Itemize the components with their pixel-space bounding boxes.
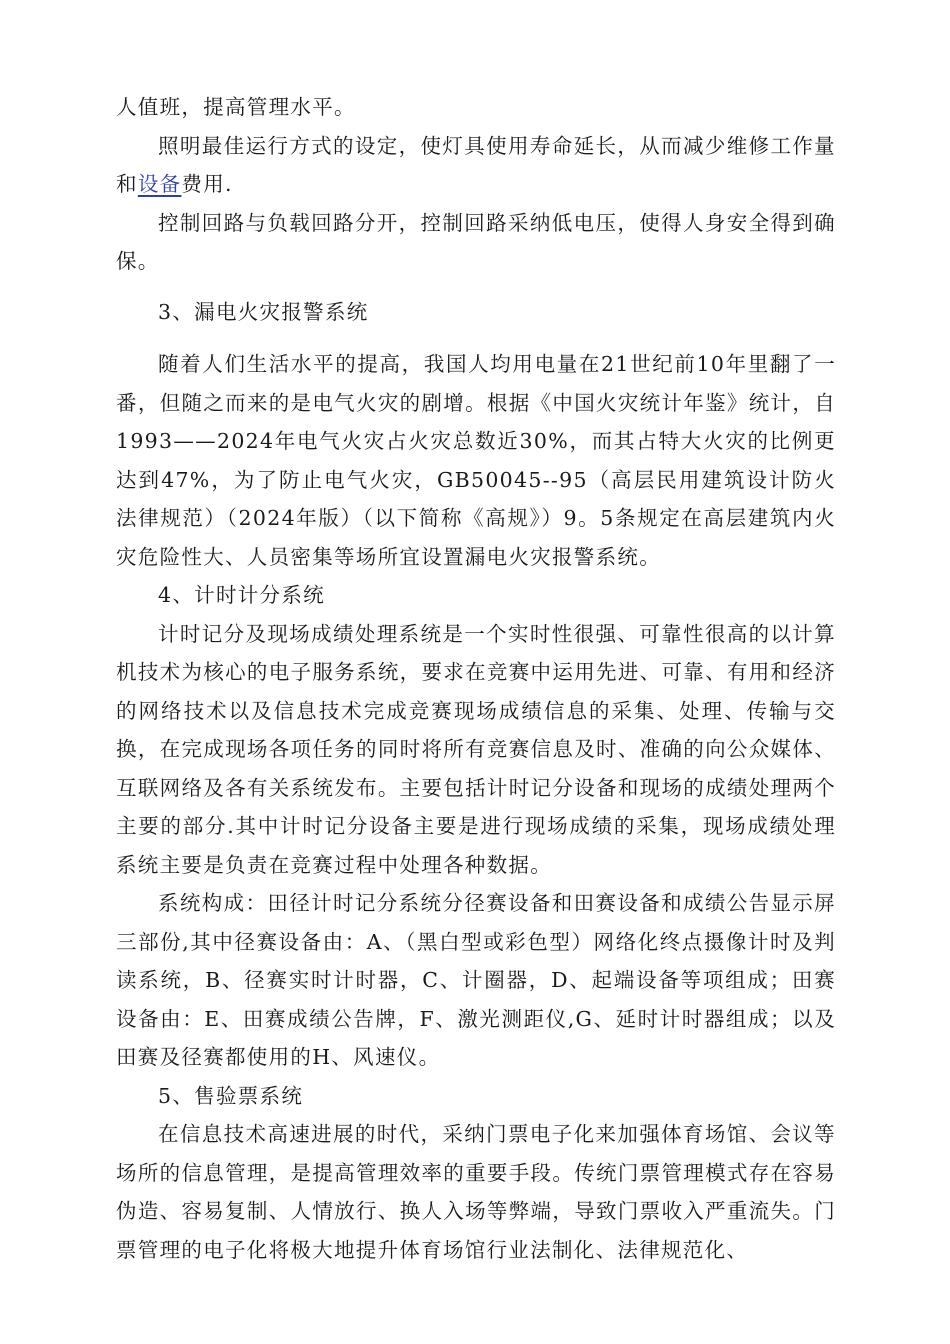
paragraph-continuation: 人值班，提高管理水平。: [116, 95, 356, 119]
document-page: [116, 88, 836, 1269]
paragraph-system-composition: 系统构成：田径计时记分系统分径赛设备和田赛设备和成绩公告显示屏三部份,其中径赛设备由：A、（黑白型或彩色型）网络化终点摄像计时及判读系统，B、径赛实时计时器，C、计圈器，D、起端设备等项组成；田赛设备由：E、田赛成绩公告牌，F、激光测距仪,G、延时计时器组成；以及田赛及径赛都使用的H、风速仪。: [116, 891, 836, 1069]
section-heading-ticketing: 5、售验票系统: [158, 1083, 304, 1108]
paragraph-tail: 费用.: [181, 172, 233, 196]
section-heading-leakage-alarm: 3、漏电火灾报警系统: [158, 299, 369, 324]
equipment-link[interactable]: 设备: [137, 172, 182, 196]
paragraph-text: 照明最佳运行方式的设定，使灯具使用寿命延长，从而减少维修工作量和: [116, 133, 836, 196]
section-heading-timing-scoring: 4、计时计分系统: [158, 583, 325, 607]
paragraph-electric-fire: 随着人们生活水平的提高，我国人均用电量在21世纪前10年里翻了一番，但随之而来的是电气火灾的剧增。根据《中国火灾统计年鉴》统计，自1993——2024年电气火灾占火灾总数近30%，而其占特大火灾的比例更达到47%，为了防止电气火灾，GB50045--95（高层民用建筑设计防火法律规范）（2024年版）（以下简称《高规》）9。5条规定在高层建筑内火灾危险性大、人员密集等场所宜设置漏电火灾报警系统。: [116, 352, 836, 569]
paragraph-lighting-mode: [116, 127, 836, 204]
paragraph-control-circuit: 控制回路与负载回路分开，控制回路采纳低电压，使得人身安全得到确保。: [116, 210, 836, 273]
paragraph-ticketing: 在信息技术高速进展的时代，采纳门票电子化来加强体育场馆、会议等场所的信息管理，是提高管理效率的重要手段。传统门票管理模式存在容易伪造、容易复制、人情放行、换人入场等弊端，导致门票收入严重流失。门票管理的电子化将极大地提升体育场馆行业法制化、法律规范化、: [116, 1122, 836, 1262]
paragraph-timing-system: 计时记分及现场成绩处理系统是一个实时性很强、可靠性很高的以计算机技术为核心的电子服务系统，要求在竞赛中运用先进、可靠、有用和经济的网络技术以及信息技术完成竞赛现场成绩信息的采集、处理、传输与交换，在完成现场各项任务的同时将所有竞赛信息及时、准确的向公众媒体、互联网络及各有关系统发布。主要包括计时记分设备和现场的成绩处理两个主要的部分.其中计时记分设备主要是进行现场成绩的采集，现场成绩处理系统主要是负责在竞赛过程中处理各种数据。: [116, 621, 836, 877]
